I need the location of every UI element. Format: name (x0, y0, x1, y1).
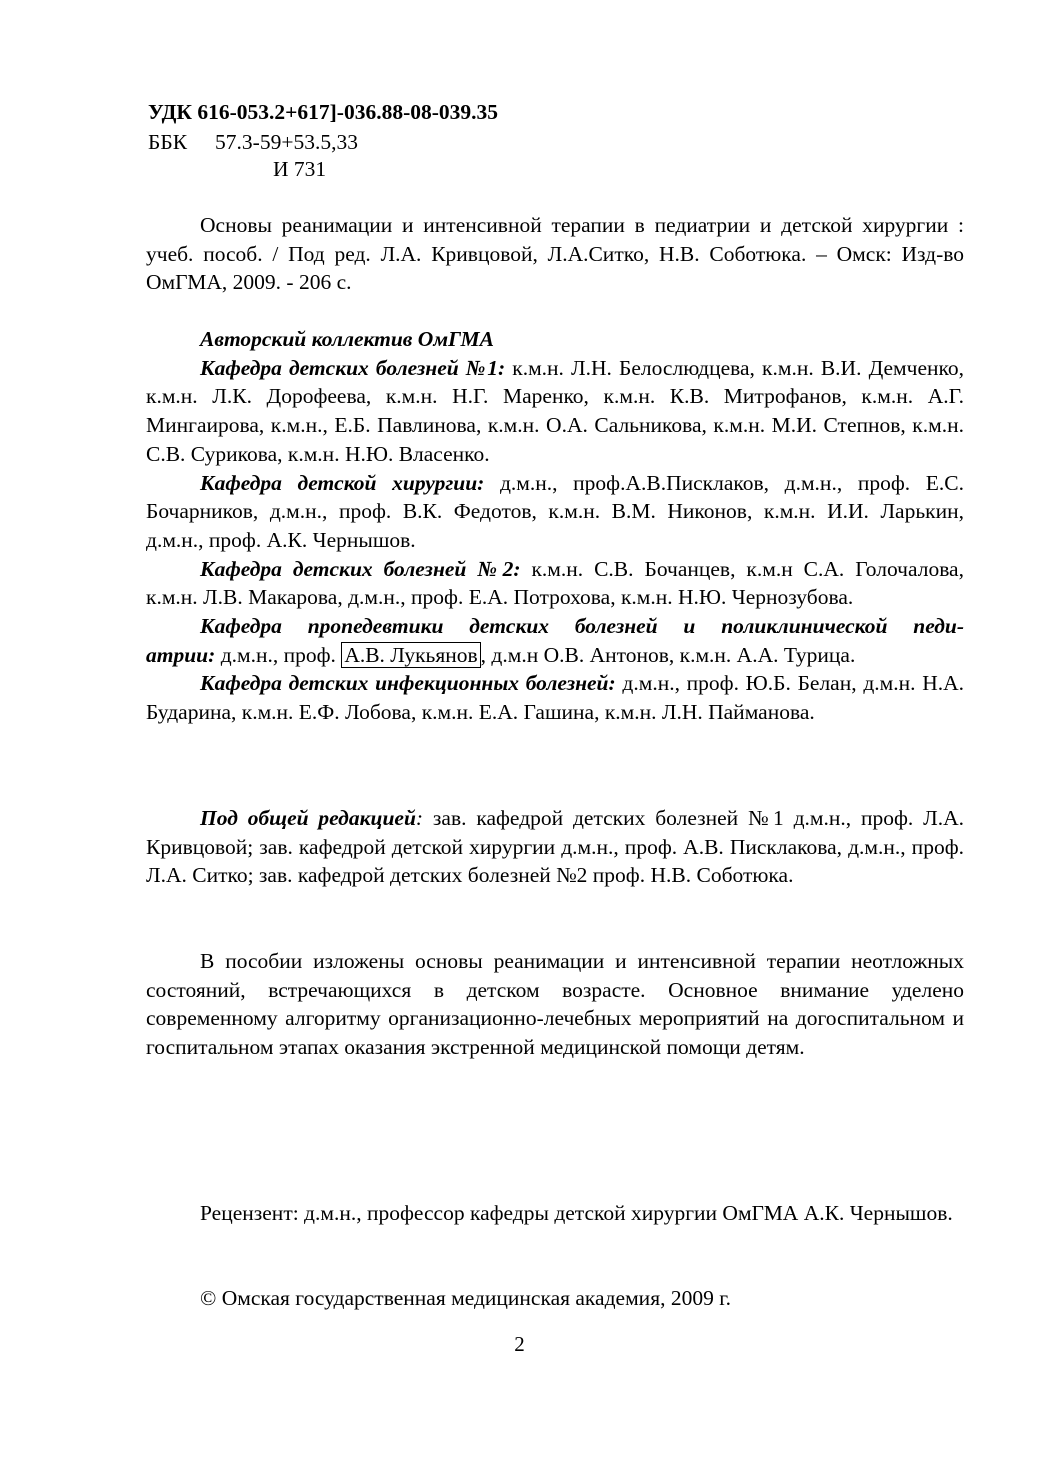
dept-title: Кафедра детских болезней №2: (200, 556, 521, 581)
editors-list: зав. кафедрой детских болезней №1 д.м.н., проф. Л.А. Кривцовой; зав. кафедрой детской хирургии д.м.н., проф. А.В. Писклакова, д.м.н., проф. Л.А. Ситко; зав. кафедрой детских болезней №2 проф. Н.В. Соботюка. (146, 806, 965, 888)
editors-text (146, 804, 964, 890)
dept-title: атрии: (146, 642, 216, 667)
reviewer-block (146, 1199, 964, 1228)
dept-pediatrics-2 (146, 555, 964, 612)
dept-members: д.м.н., проф. Ю.Б. Белан, д.м.н. Н.А. Бударина, к.м.н. Е.Ф. Лобова, к.м.н. Е.А. Гашина, к.м.н. Л.Н. Пайманова. (146, 671, 965, 725)
dept-title: Кафедра детских болезней №1: (200, 355, 506, 380)
dept-title: Кафедра детской хирургии: (200, 470, 485, 495)
dept-members: , д.м.н О.В. Антонов, к.м.н. А.А. Турица. (480, 642, 856, 667)
boxed-name: А.В. Лукьянов (341, 642, 480, 668)
citation-text: Основы реанимации и интенсивной терапии в педиатрии и детской хирургии : учеб. пособ. / Под ред. Л.А. Кривцовой, Л.А.Ситко, Н.В. Соботюка. – Омск: Изд-во ОмГМА, 2009. - 206 с. (146, 213, 964, 295)
bbk-value: 57.3-59+53.5,33 (215, 130, 358, 154)
authors-heading: Авторский коллектив ОмГМА (200, 327, 494, 351)
editors-colon: : (415, 806, 424, 830)
dept-members: д.м.н., проф.А.В.Писклаков, д.м.н., проф. Е.С. Бочарников, д.м.н., проф. В.К. Федотов, к.м.н. В.М. Никонов, к.м.н. И.И. Ларькин, д.м.н., проф. А.К. Чернышов. (146, 470, 964, 552)
abstract-block (146, 947, 964, 1062)
dept-members: к.м.н. С.В. Бочанцев, к.м.н С.А. Голочалова, к.м.н. Л.В. Макарова, д.м.н., проф. Е.А. Потрохова, к.м.н. Н.Ю. Чернозубова. (146, 556, 964, 610)
dept-members: д.м.н., проф. (215, 642, 342, 667)
udk-code: УДК 616-053.2+617]-036.88-08-039.35 (148, 100, 499, 124)
dept-pediatrics-1 (146, 354, 964, 469)
dept-pediatric-surgery (146, 469, 964, 555)
citation-block (146, 211, 964, 297)
editors-title: Под общей редакцией (200, 806, 416, 830)
dept-members: к.м.н. Л.Н. Белослюдцева, к.м.н. В.И. Демченко, к.м.н. Л.К. Дорофеева, к.м.н. Н.Г. Маренко, к.м.н. К.В. Митрофанов, к.м.н. А.Г. Мингаирова, к.м.н., Е.Б. Павлинова, к.м.н. О.А. Сальникова, к.м.н. М.И. Степнов, к.м.н. С.В. Сурикова, к.м.н. Н.Ю. Власенко. (146, 355, 964, 466)
abstract-text: В пособии изложены основы реанимации и интенсивной терапии неотложных состояний, встречающихся в детском возрасте. Основное внимание уделено современному алгоритму организационно-лечебных мероприятий на догоспитальном и госпитальном этапах оказания экстренной медицинской помощи детям. (146, 949, 964, 1060)
authors-block (146, 325, 964, 727)
author-mark: И 731 (273, 157, 327, 181)
page-number: 2 (514, 1332, 525, 1356)
dept-infectious-diseases (146, 669, 964, 726)
copyright-text: © Омская государственная медицинская академия, 2009 г. (200, 1286, 731, 1310)
editors-block (146, 804, 964, 890)
bbk-code (148, 128, 358, 156)
dept-propaedeutics-title: Кафедра пропедевтики детских болезней и поликлинической педи- (200, 614, 964, 639)
dept-propaedeutics (146, 641, 964, 670)
copyright-block (146, 1284, 964, 1313)
reviewer-text: Рецензент: д.м.н., профессор кафедры детской хирургии ОмГМА А.К. Чернышов. (200, 1201, 953, 1225)
bbk-label: ББК (148, 130, 188, 154)
dept-title: Кафедра детских инфекционных болезней: (200, 671, 616, 696)
